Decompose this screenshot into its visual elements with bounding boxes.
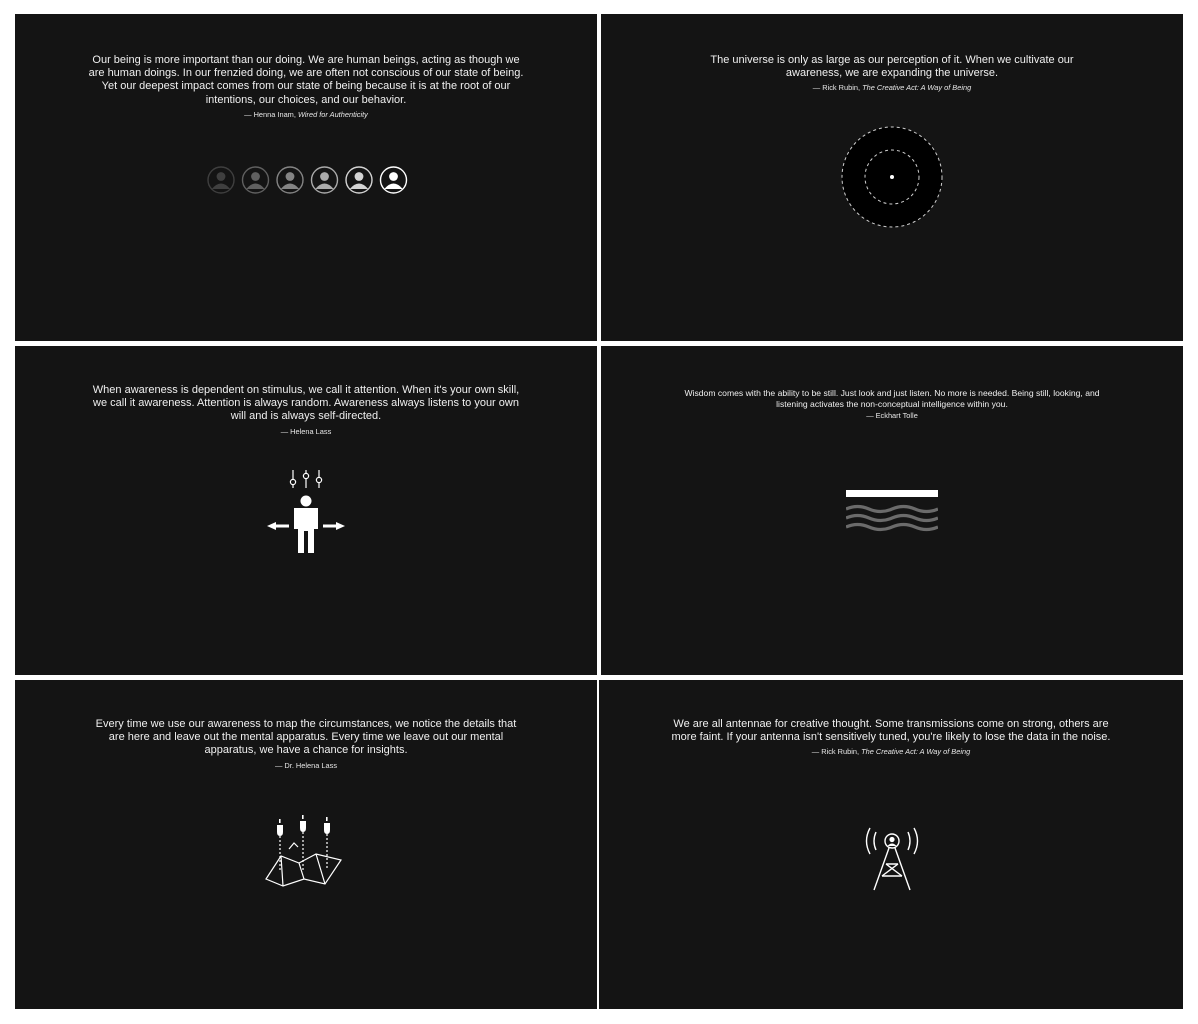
quote-citation: [15, 760, 597, 772]
quote-author: — Rick Rubin,: [811, 747, 860, 757]
quote-slide-5: [15, 680, 597, 1009]
quote-block: [15, 718, 597, 772]
quote-citation: [15, 426, 597, 438]
quote-author: — Dr. Helena Lass: [274, 760, 338, 770]
quote-text: The universe is only as large as our perception of it. When we cultivate our awareness, we are expanding the universe.: [710, 54, 1074, 80]
still-water-icon: [846, 490, 938, 532]
quote-text: Every time we use our awareness to map the circumstances, we notice the details that are here and leave out the mental apparatus. Every time we leave out our mental apparatus, we have a chance for insights.: [95, 718, 517, 757]
quote-text: We are all antennae for creative thought. Some transmissions come on strong, others are more faint. If your antenna isn't sensitively tuned, you're likely to lose the data in the noise.: [671, 718, 1111, 744]
antenna-tower-icon: [861, 824, 923, 892]
quote-slide-6: [599, 680, 1183, 1009]
quote-slide-1: [15, 14, 597, 341]
quote-text: Wisdom comes with the ability to be still. Just look and just listen. No more is needed. Being still, looking, and listening activates the non-conceptual intelligence within you.: [684, 388, 1100, 409]
quote-citation: [15, 109, 597, 121]
quote-work: Wired for Authenticity: [297, 109, 368, 119]
person-with-sliders-icon: [265, 468, 349, 554]
quote-author: — Eckhart Tolle: [866, 411, 918, 420]
quote-text: When awareness is dependent on stimulus, we call it attention. When it's your own skill, we call it awareness. Attention is always random. Awareness always listens to your own will and is always self-directed.: [92, 384, 520, 423]
quote-slide-2: [601, 14, 1183, 341]
quote-block: [601, 54, 1183, 94]
quote-slide-4: [601, 346, 1183, 675]
quote-work: The Creative Act: A Way of Being: [861, 747, 971, 757]
quote-author: — Rick Rubin,: [812, 83, 861, 93]
quote-citation: [601, 410, 1183, 422]
quote-text: Our being is more important than our doing. We are human beings, acting as though we are human doings. In our frenzied doing, we are often not conscious of our state of being. Yet our deepest impact comes from our state of being because it is at the root of our intentions, our choices, and our behavior.: [88, 54, 524, 106]
quote-slide-3: [15, 346, 597, 675]
people-avatars-fading-icon: [205, 164, 410, 196]
hands-pointing-map-icon: [263, 813, 349, 889]
quote-block: [599, 718, 1183, 758]
quote-block: [15, 384, 597, 438]
quote-citation: [601, 82, 1183, 94]
quote-author: — Helena Lass: [280, 426, 332, 436]
quote-author: — Henna Inam,: [244, 109, 296, 119]
quote-work: The Creative Act: A Way of Being: [862, 83, 972, 93]
quote-citation: [599, 746, 1183, 758]
expanding-circles-icon: [841, 126, 943, 228]
quote-block: [601, 388, 1183, 422]
quote-block: [15, 54, 597, 121]
